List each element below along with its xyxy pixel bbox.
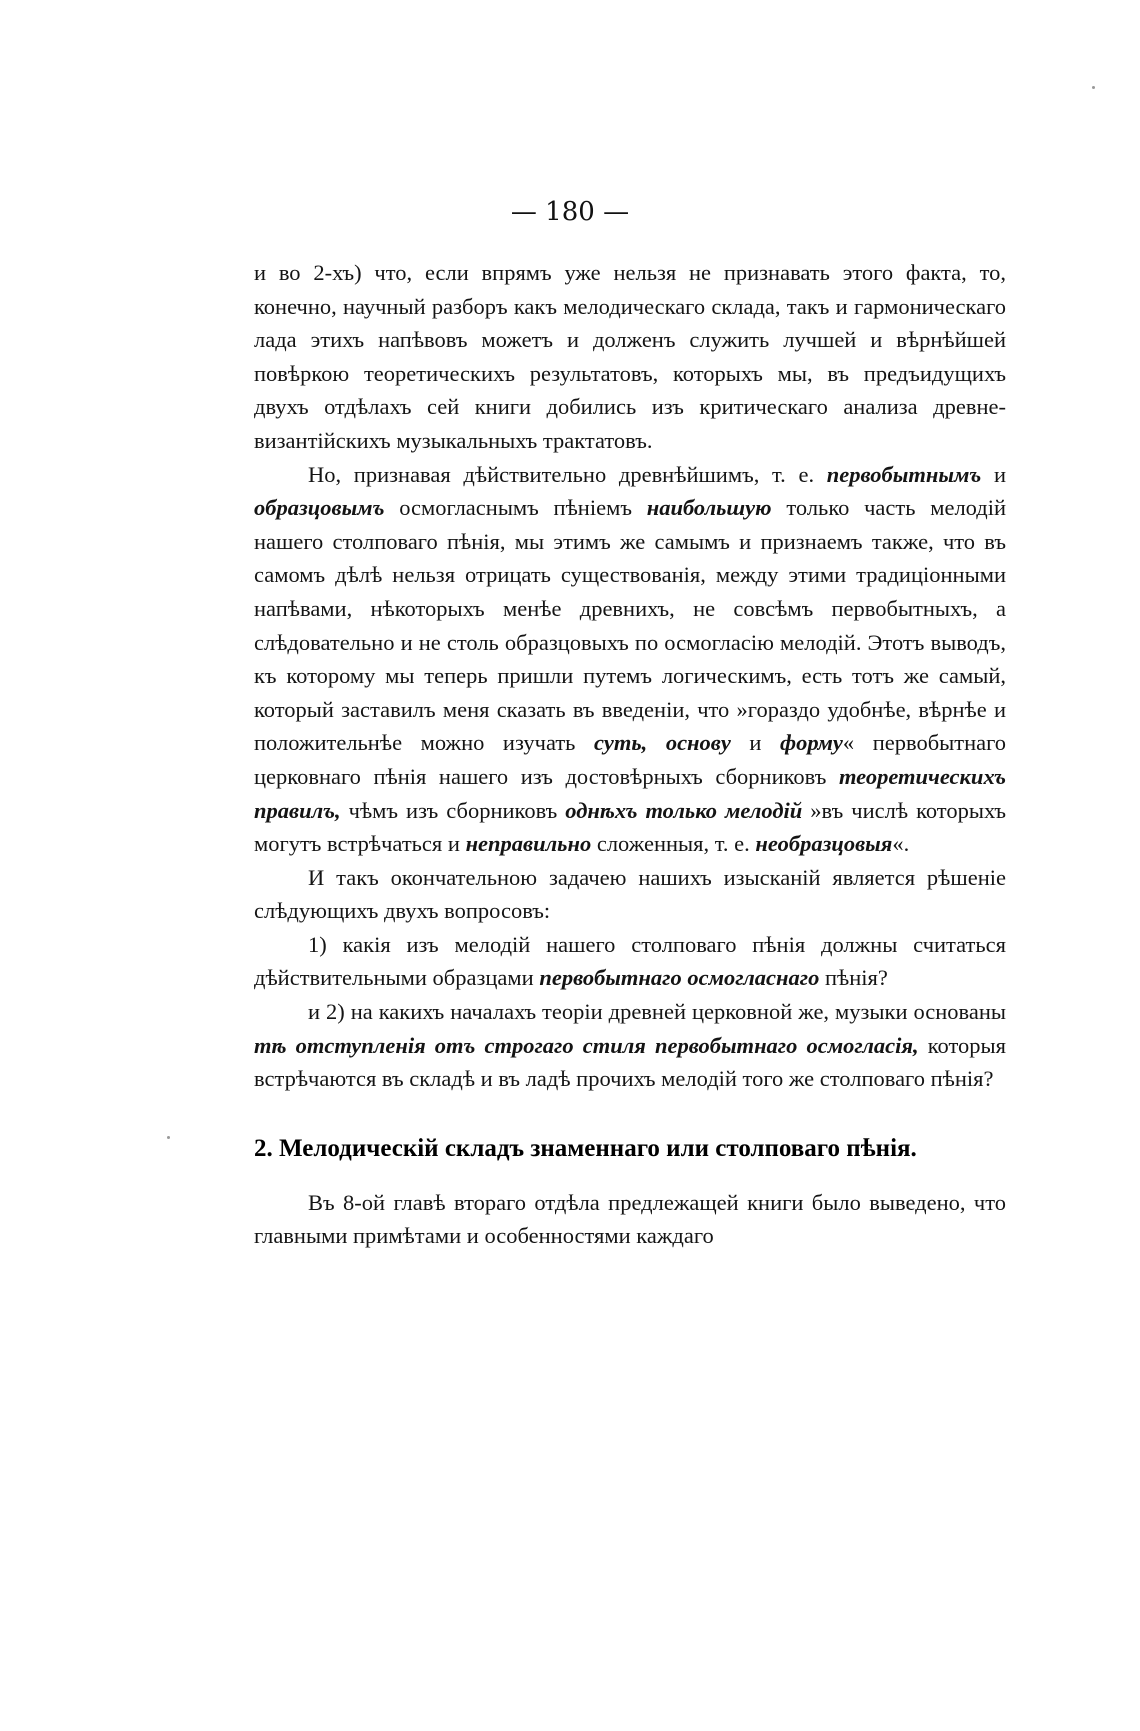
body-text <box>254 256 1006 1253</box>
paragraph-4 <box>254 928 1006 995</box>
paper-speck <box>167 1136 170 1139</box>
p2-emphasis-9: неправильно <box>465 831 592 857</box>
p2-emphasis-7: теоретическихъ правилъ, <box>254 763 1006 823</box>
p5-emphasis-1: тѣ отступленія отъ строгаго стиля первобытнаго осмогласія, <box>254 1032 919 1058</box>
paragraph-2 <box>254 458 1006 861</box>
p2-emphasis-2: образцовымъ <box>254 495 385 521</box>
p2-text-10: «. <box>892 831 910 857</box>
p5-text-2: которыя встрѣчаются въ складѣ и въ ладѣ прочихъ мелодій того же столповаго пѣнія? <box>254 1032 1007 1092</box>
p2-text-6: « первобытнаго церковнаго пѣнія нашего изъ достовѣрныхъ сборниковъ <box>254 730 1007 789</box>
p2-emphasis-4: суть, <box>594 730 648 756</box>
p2-text-7: чѣмъ изъ сборниковъ <box>348 797 558 823</box>
p2-emphasis-6: форму <box>780 730 843 756</box>
paragraph-3: И такъ окончательною задачею нашихъ изысканій является рѣшеніе слѣдующихъ двухъ вопросовъ: <box>254 864 1006 924</box>
p5-text-1: и 2) на какихъ началахъ теоріи древней церковной же, музыки основаны <box>308 999 1006 1025</box>
p2-emphasis-5: основу <box>665 730 731 756</box>
page-number: — 180 — <box>510 197 630 227</box>
p2-text-5: и <box>749 730 762 756</box>
paragraph-6: Въ 8-ой главѣ втораго отдѣла предлежащей книги было выведено, что главными примѣтами и особенностями каждаго <box>254 1189 1006 1249</box>
p2-emphasis-10: необразцовыя <box>755 831 893 857</box>
p2-text-4: только часть мелодій нашего столповаго пѣнія, мы этимъ же самымъ и признаемъ также, что въ самомъ дѣлѣ нельзя отрицать существованія, между этими традиціонными напѣвами, нѣкоторыхъ менѣе древнихъ, не совсѣмъ первобытныхъ, а слѣдовательно и не столь образцовыхъ по осмогласію мелодій. Этотъ выводъ, къ которому мы теперь пришли путемъ логическимъ, есть тотъ же самый, который заставилъ меня сказать въ введеніи, что »гораздо удобнѣе, вѣрнѣе и положительнѣе можно изучать <box>254 495 1007 756</box>
p2-emphasis-8: однѣхъ только мелодій <box>565 797 803 823</box>
p2-emphasis-1: первобытнымъ <box>826 461 982 487</box>
p4-text-2: пѣнія? <box>824 965 888 991</box>
paragraph-1: и во 2-хъ) что, если впрямъ уже нельзя не признавать этого факта, то, конечно, научный разборъ какъ мелодическаго склада, такъ и гармоническаго лада этихъ напѣвовъ можетъ и долженъ служить лучшей и вѣрнѣйшей повѣркою теоретическихъ результатовъ, которыхъ мы, въ предъидущихъ двухъ отдѣлахъ сей книги добились изъ критическаго анализа древне-византійскихъ музыкальныхъ трактатовъ. <box>254 260 1006 453</box>
p2-text-2: и <box>993 461 1006 487</box>
paper-speck <box>1092 86 1095 89</box>
p4-emphasis-1: первобытнаго осмогласнаго <box>539 965 820 991</box>
p2-text-3: осмогласнымъ пѣніемъ <box>399 495 632 521</box>
p2-text-8: »въ числѣ которыхъ могутъ встрѣчаться и <box>254 797 1006 857</box>
section-heading: 2. Мелодическій складъ знаменнаго или столповаго пѣнія. <box>254 1134 917 1162</box>
p4-text-1: 1) какія изъ мелодій нашего столповаго пѣнія должны считаться дѣйствительными образцами <box>254 931 1006 991</box>
p2-text-9: сложенныя, т. е. <box>596 831 750 857</box>
p2-text-1: Но, признавая дѣйствительно древнѣйшимъ, т. е. <box>308 461 815 487</box>
paragraph-5 <box>254 995 1006 1096</box>
p2-emphasis-3: наибольшую <box>646 495 772 521</box>
